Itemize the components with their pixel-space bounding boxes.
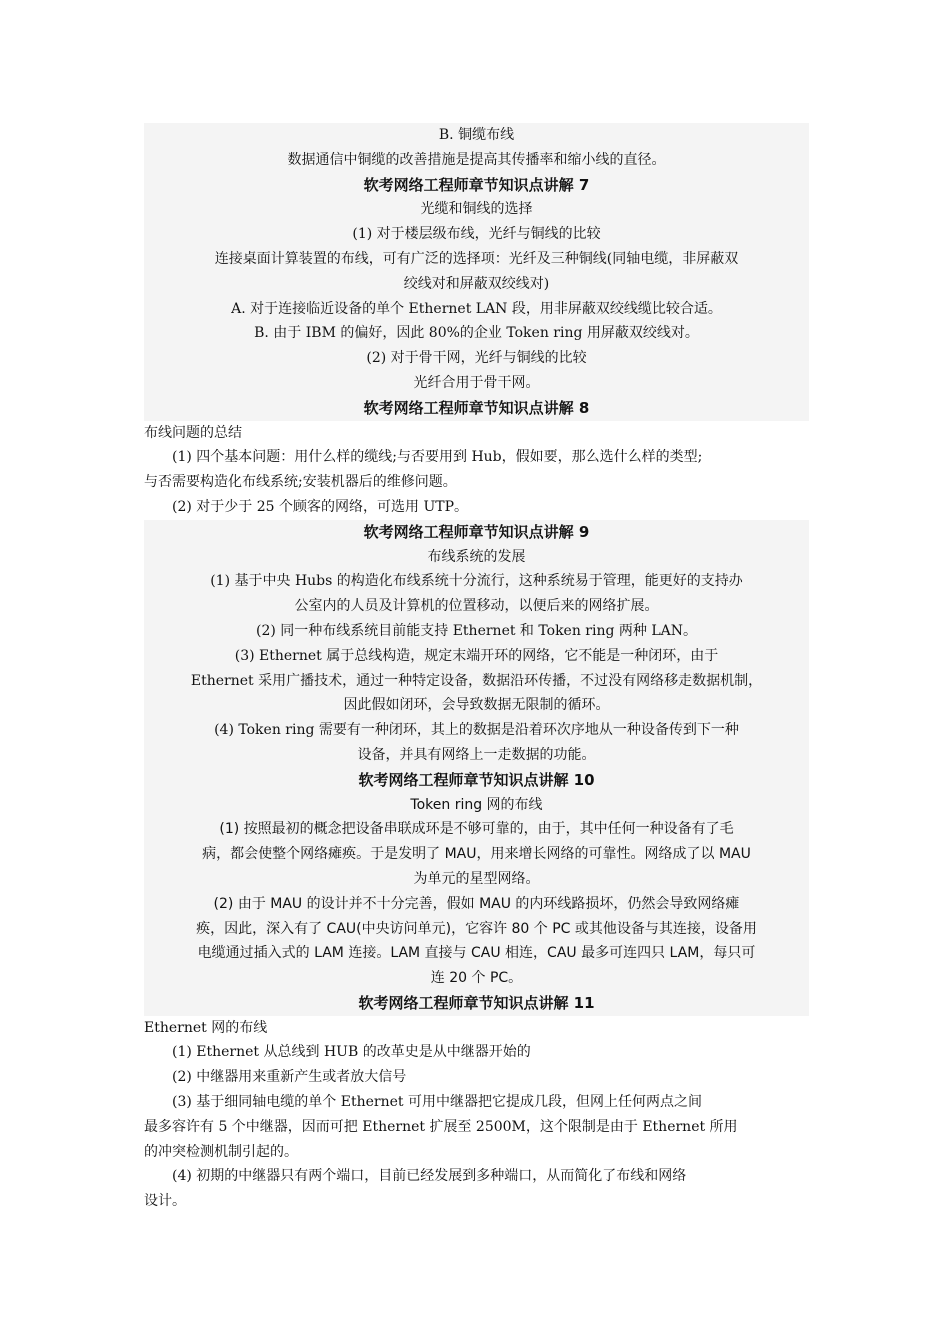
paragraph: (2) 对于骨干网，光纤与铜线的比较	[366, 350, 587, 367]
paragraph: Ethernet 网的布线	[144, 1019, 268, 1036]
paragraph: B. 由于 IBM 的偏好，因此 80%的企业 Token ring 用屏蔽双绞线对。	[254, 325, 699, 342]
paragraph: 设备，并具有网络上一走数据的功能。	[357, 746, 596, 763]
paragraph: (2) 同一种布线系统目前能支持 Ethernet 和 Token ring 两种 LAN。	[255, 622, 698, 639]
paragraph: Token ring 网的布线	[410, 796, 543, 813]
paragraph: 绞线对和屏蔽双绞线对)	[403, 275, 550, 292]
section-9-block	[144, 520, 809, 768]
section-heading: 软考网络工程师章节知识点讲解 8	[363, 398, 590, 417]
section-heading: 软考网络工程师章节知识点讲解 11	[358, 993, 595, 1012]
paragraph: 因此假如闭环，会导致数据无限制的循环。	[343, 697, 610, 714]
paragraph: (1) Ethernet 从总线到 HUB 的改革史是从中继器开始的	[172, 1044, 531, 1061]
paragraph: 痪，因此，深入有了 CAU(中央访问单元)，它容许 80 个 PC 或其他设备与其连接，设备用	[196, 920, 757, 937]
paragraph: 连接桌面计算装置的布线，可有广泛的选择项：光纤及三种铜线(同轴电缆，非屏蔽双	[214, 250, 739, 267]
section-6-block	[144, 123, 809, 173]
paragraph: B. 铜缆布线	[438, 127, 515, 143]
paragraph: (2) 由于 MAU 的设计并不十分完善，假如 MAU 的内环线路损坏，仍然会导致网络瘫	[213, 895, 740, 912]
section-11-block	[144, 1016, 809, 1214]
paragraph: 病，都会使整个网络瘫痪。于是发明了 MAU，用来增长网络的可靠性。网络成了以 MAU	[202, 846, 751, 863]
paragraph: 布线问题的总结	[144, 424, 242, 441]
paragraph: (1) 按照最初的概念把设备串联成环是不够可靠的，由于，其中任何一种设备有了毛	[219, 821, 734, 838]
section-7-block	[144, 173, 809, 421]
section-8-block	[144, 421, 809, 520]
paragraph: (4) Token ring 需要有一种闭环，其上的数据是沿着环次序地从一种设备传到下一种	[214, 722, 739, 739]
section-heading: 软考网络工程师章节知识点讲解 10	[358, 770, 595, 789]
section-heading: 软考网络工程师章节知识点讲解 7	[363, 175, 590, 194]
paragraph: (2) 中继器用来重新产生或者放大信号	[172, 1069, 407, 1086]
paragraph: (2) 对于少于 25 个顾客的网络，可选用 UTP。	[172, 498, 469, 515]
paragraph: 为单元的星型网络。	[413, 870, 540, 887]
paragraph: (3) Ethernet 属于总线构造，规定末端开环的网络，它不能是一种闭环，由于	[234, 647, 719, 664]
paragraph: (3) 基于细同轴电缆的单个 Ethernet 可用中继器把它提成几段，但网上任何两点之间	[172, 1094, 702, 1111]
paragraph: (1) 对于楼层级布线，光纤与铜线的比较	[352, 226, 601, 243]
paragraph: 设计。	[144, 1193, 186, 1210]
paragraph: 电缆通过插入式的 LAM 连接。LAM 直接与 CAU 相连，CAU 最多可连四只 LAM，每只可	[197, 945, 756, 962]
paragraph: (4) 初期的中继器只有两个端口，目前已经发展到多种端口，从而简化了布线和网络	[172, 1168, 687, 1185]
paragraph: 公室内的人员及计算机的位置移动，以便后来的网络扩展。	[294, 598, 659, 615]
paragraph: Ethernet 采用广播技术，通过一种特定设备，数据沿环传播，不过没有网络移走数据机制，	[190, 672, 763, 689]
paragraph: 布线系统的发展	[427, 548, 526, 565]
paragraph: (1) 基于中央 Hubs 的构造化布线系统十分流行，这种系统易于管理，能更好的支持办	[210, 573, 743, 590]
paragraph: 数据通信中铜缆的改善措施是提高其传播率和缩小线的直径。	[287, 151, 666, 168]
paragraph: 光纤合用于骨干网。	[413, 374, 540, 391]
paragraph: 的冲突检测机制引起的。	[144, 1143, 298, 1160]
section-10-block	[144, 768, 809, 1016]
paragraph: 连 20 个 PC。	[430, 970, 523, 987]
paragraph: 与否需要构造化布线系统;安装机器后的维修问题。	[144, 474, 457, 491]
paragraph: 光缆和铜线的选择	[420, 201, 533, 218]
section-heading: 软考网络工程师章节知识点讲解 9	[363, 522, 590, 541]
paragraph: A. 对于连接临近设备的单个 Ethernet LAN 段，用非屏蔽双绞线缆比较合适。	[231, 300, 722, 317]
document-body	[144, 123, 809, 1214]
paragraph: 最多容许有 5 个中继器，因而可把 Ethernet 扩展至 2500M，这个限制是由于 Ethernet 所用	[144, 1118, 738, 1135]
paragraph: (1) 四个基本问题：用什么样的缆线;与否要用到 Hub，假如要，那么选什么样的类型;	[172, 449, 703, 466]
